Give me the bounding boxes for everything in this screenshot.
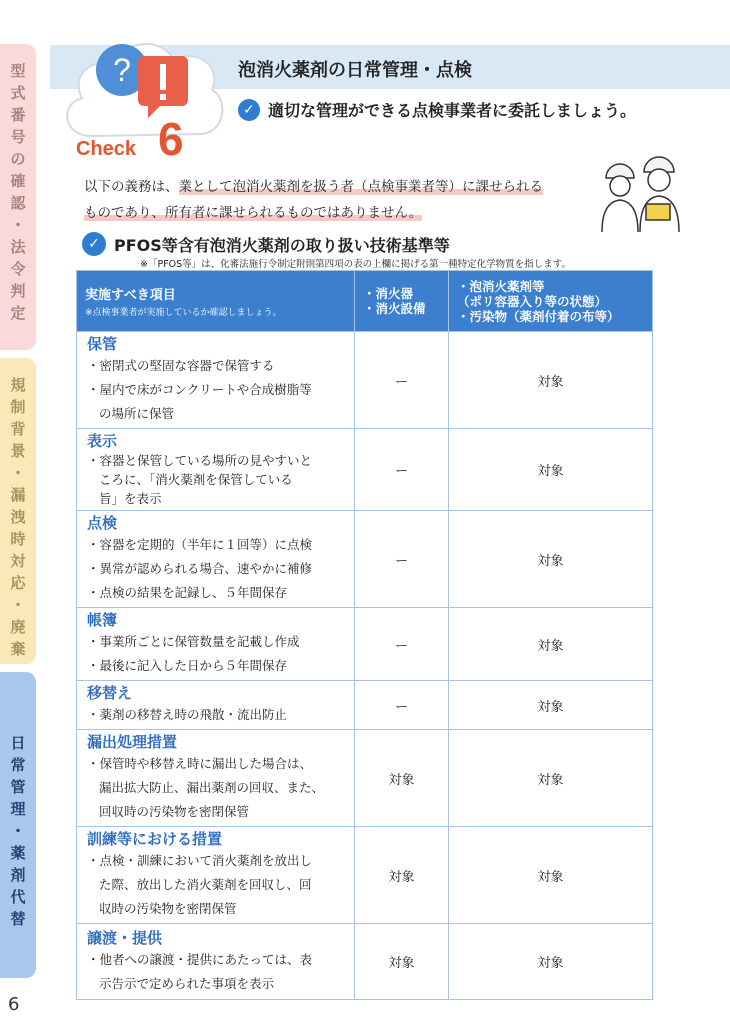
table-row <box>77 429 653 511</box>
col-header-items-sub: ※点検事業者が実施しているか確認しましょう。 <box>85 308 282 318</box>
item-line: ・薬剤の移替え時の飛散・流出防止 <box>87 707 288 722</box>
col2-line2: ・消火設備 <box>363 301 426 316</box>
table-row <box>77 608 653 681</box>
item-cell <box>77 827 355 924</box>
item-line: ・容器を定期的（半年に１回等）に点検 <box>87 537 313 552</box>
side-tab-model-check[interactable]: 型 式 番 号 の 確 認 ・ 法 令 判 定 <box>0 44 36 350</box>
item-title: 保管 <box>87 335 118 353</box>
item-cell <box>77 681 355 730</box>
agent-value: 対象 <box>449 681 653 730</box>
item-title: 譲渡・提供 <box>87 928 163 947</box>
item-line: ・密閉式の堅固な容器で保管する <box>87 358 275 373</box>
item-line: 回収時の汚染物を密閉保管 <box>99 804 250 819</box>
header-subtitle-text: 適切な管理ができる点検事業者に委託しましょう。 <box>268 101 637 120</box>
item-cell <box>77 730 355 827</box>
item-title: 点検 <box>87 514 118 532</box>
item-title: 表示 <box>87 432 118 450</box>
extinguisher-value: 対象 <box>355 730 449 827</box>
check-label: Check <box>76 138 137 160</box>
check-circle-icon: ✓ <box>238 99 260 121</box>
item-title: 漏出処理措置 <box>87 733 178 751</box>
item-line: 収時の汚染物を密閉保管 <box>99 901 237 916</box>
extinguisher-value: ー <box>355 429 449 511</box>
standards-table <box>76 270 653 1000</box>
col2-line1: ・消火器 <box>363 286 414 301</box>
item-line: の場所に保管 <box>99 406 175 421</box>
page-title: 泡消火薬剤の日常管理・点検 <box>238 60 472 81</box>
item-cell <box>77 924 355 1000</box>
agent-value: 対象 <box>449 827 653 924</box>
table-row <box>77 730 653 827</box>
agent-value: 対象 <box>449 429 653 511</box>
item-line: ・異常が認められる場合、速やかに補修 <box>87 561 313 576</box>
intro-line1-pre: 以下の義務は、 <box>84 179 179 195</box>
col3-line2: （ポリ容器入り等の状態） <box>457 293 608 309</box>
table-row <box>77 511 653 608</box>
item-title: 帳簿 <box>87 611 118 629</box>
header-subtitle <box>238 98 636 121</box>
item-line: ・点検の結果を記録し、５年間保存 <box>87 585 288 600</box>
item-title: 移替え <box>87 684 133 702</box>
item-cell <box>77 429 355 511</box>
col3-line1: ・泡消火薬剤等 <box>457 278 545 294</box>
item-line: ・事業所ごとに保管数量を記載し作成 <box>87 634 300 649</box>
agent-value: 対象 <box>449 730 653 827</box>
check-number: 6 <box>158 113 184 165</box>
extinguisher-value: 対象 <box>355 924 449 1000</box>
intro-line2-highlight: ものであり、所有者に課せられるものではありません。 <box>84 205 423 221</box>
extinguisher-value: ー <box>355 681 449 730</box>
table-row <box>77 924 653 1000</box>
item-cell <box>77 608 355 681</box>
item-line: ・最後に記入した日から５年間保存 <box>87 658 288 673</box>
item-line: 旨」を表示 <box>99 491 162 506</box>
col-header-items-main: 実施すべき項目 <box>85 288 176 303</box>
item-line: ・他者への譲渡・提供にあたっては、表 <box>87 951 313 967</box>
extinguisher-value: ー <box>355 511 449 608</box>
workers-illustration-icon <box>586 150 696 234</box>
extinguisher-value: ー <box>355 608 449 681</box>
agent-value: 対象 <box>449 924 653 1000</box>
item-line: ころに、「消火薬剤を保管している <box>99 472 293 487</box>
col-header-agent <box>449 271 653 332</box>
item-line: 示告示で定められた事項を表示 <box>99 975 275 991</box>
section-note: ※「PFOS等」は、化審法施行令制定附則第四項の表の上欄に掲げる第一種特定化学物質を指します。 <box>140 259 571 270</box>
table-row <box>77 681 653 730</box>
item-line: た際、放出した消火薬剤を回収し、回 <box>99 877 312 892</box>
item-line: 漏出拡大防止、漏出薬剤の回収、また、 <box>99 780 325 795</box>
item-cell <box>77 332 355 429</box>
extinguisher-value: ー <box>355 332 449 429</box>
extinguisher-value: 対象 <box>355 827 449 924</box>
intro-text <box>84 174 584 226</box>
item-line: ・屋内で床がコンクリートや合成樹脂等 <box>87 382 312 397</box>
item-cell <box>77 511 355 608</box>
item-line: ・保管時や移替え時に漏出した場合は、 <box>87 756 313 771</box>
section-title <box>82 232 450 256</box>
col3-line3: ・汚染物（薬剤付着の布等） <box>457 308 620 324</box>
side-tab-regulation[interactable]: 規 制 背 景 ・ 漏 洩 時 対 応 ・ 廃 棄 <box>0 358 36 664</box>
section-title-text: PFOS等含有泡消火薬剤の取り扱い技術基準等 <box>114 235 450 255</box>
agent-value: 対象 <box>449 511 653 608</box>
item-line: ・容器と保管している場所の見やすいと <box>87 453 313 468</box>
agent-value: 対象 <box>449 332 653 429</box>
agent-value: 対象 <box>449 608 653 681</box>
table-row <box>77 827 653 924</box>
intro-line1-highlight: 業として泡消火薬剤を扱う者（点検事業者等）に課せられる <box>178 179 543 195</box>
item-title: 訓練等における措置 <box>87 830 223 848</box>
svg-text:?: ? <box>113 52 131 88</box>
item-line: ・点検・訓練において消火薬剤を放出し <box>87 853 313 868</box>
page-number: 6 <box>8 994 20 1015</box>
col-header-items <box>77 271 355 332</box>
col-header-extinguisher <box>355 271 449 332</box>
side-tab-daily-management[interactable]: 日 常 管 理 ・ 薬 剤 代 替 <box>0 672 36 978</box>
table-row <box>77 332 653 429</box>
check-circle-icon: ✓ <box>82 232 106 256</box>
table-header-row <box>77 271 653 332</box>
